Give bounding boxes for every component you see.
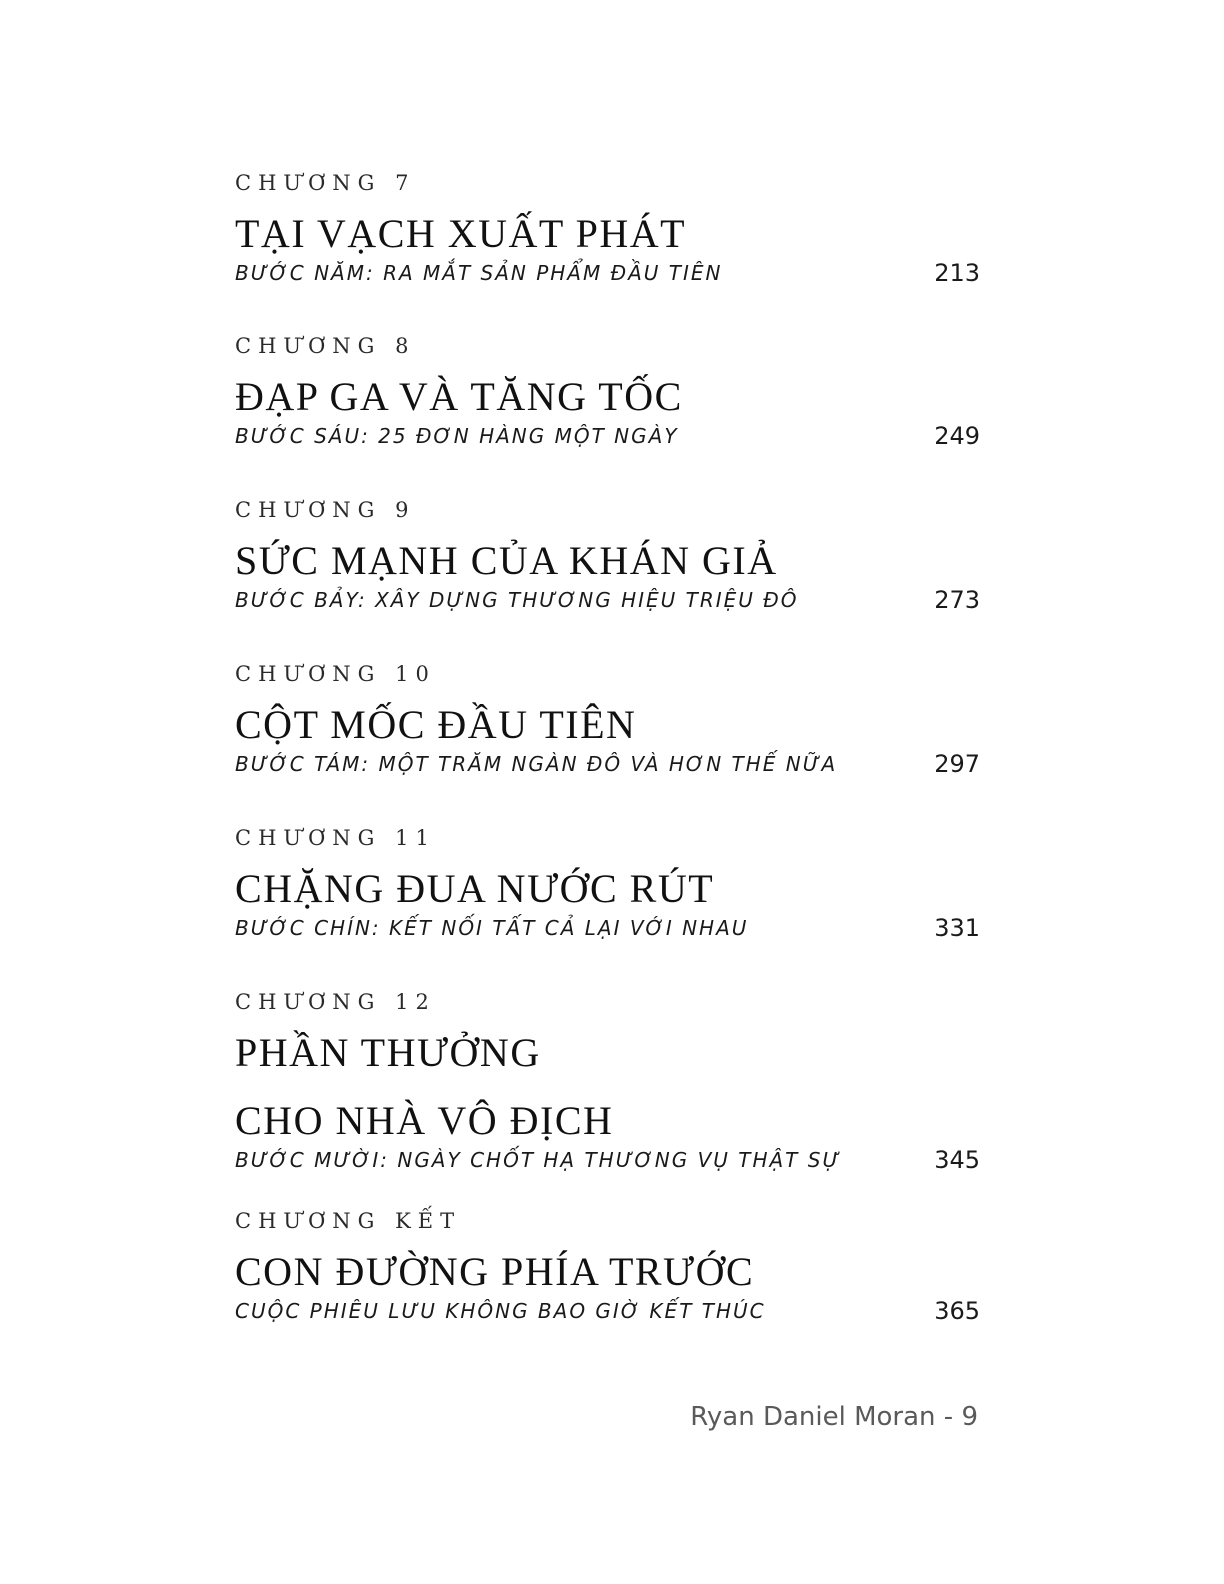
subtitle-row [235, 913, 980, 943]
toc-entry-epilogue [235, 1211, 980, 1326]
chapter-title-line: SỨC MẠNH CỦA KHÁN GIẢ [235, 538, 778, 583]
chapter-label: CHƯƠNG 9 [235, 498, 416, 522]
page-number: 249 [934, 422, 980, 450]
subtitle-row [235, 585, 980, 615]
chapter-subtitle: BƯỚC NĂM: RA MẮT SẢN PHẨM ĐẦU TIÊN [235, 261, 723, 285]
chapter-title-line: CỘT MỐC ĐẦU TIÊN [235, 702, 637, 747]
chapter-title-line: CHO NHÀ VÔ ĐỊCH [235, 1098, 614, 1143]
toc-entry-chapter-7 [235, 173, 980, 288]
chapter-label: CHƯƠNG KẾT [235, 1209, 462, 1233]
page-number: 297 [934, 750, 980, 778]
chapter-title-line: CON ĐƯỜNG PHÍA TRƯỚC [235, 1249, 755, 1294]
chapter-label: CHƯƠNG 12 [235, 990, 436, 1014]
toc-entry-chapter-10 [235, 664, 980, 779]
subtitle-row [235, 421, 980, 451]
chapter-label: CHƯƠNG 11 [235, 826, 436, 850]
chapter-subtitle: BƯỚC BẢY: XÂY DỰNG THƯƠNG HIỆU TRIỆU ĐÔ [235, 588, 799, 612]
chapter-label: CHƯƠNG 7 [235, 171, 416, 195]
chapter-title-line: ĐẠP GA VÀ TĂNG TỐC [235, 374, 683, 419]
subtitle-row [235, 258, 980, 288]
chapter-label: CHƯƠNG 8 [235, 334, 416, 358]
chapter-label: CHƯƠNG 10 [235, 662, 436, 686]
chapter-subtitle: BƯỚC SÁU: 25 ĐƠN HÀNG MỘT NGÀY [235, 424, 679, 448]
page-number: 213 [934, 259, 980, 287]
page-number: 365 [934, 1297, 980, 1325]
toc-entry-chapter-12 [235, 992, 980, 1175]
page-footer: Ryan Daniel Moran - 9 [690, 1402, 978, 1432]
page-number: 331 [934, 914, 980, 942]
subtitle-row [235, 1296, 980, 1326]
chapter-title-line: CHẶNG ĐUA NƯỚC RÚT [235, 866, 715, 911]
chapter-title-line: PHẦN THƯỞNG [235, 1030, 541, 1075]
page-number: 273 [934, 586, 980, 614]
subtitle-row [235, 749, 980, 779]
toc-entry-chapter-9 [235, 500, 980, 615]
chapter-title-line: TẠI VẠCH XUẤT PHÁT [235, 211, 687, 256]
subtitle-row [235, 1145, 980, 1175]
chapter-subtitle: CUỘC PHIÊU LƯU KHÔNG BAO GIỜ KẾT THÚC [235, 1299, 766, 1323]
toc-entry-chapter-11 [235, 828, 980, 943]
chapter-subtitle: BƯỚC CHÍN: KẾT NỐI TẤT CẢ LẠI VỚI NHAU [235, 916, 749, 940]
chapter-title [235, 1019, 980, 1155]
chapter-subtitle: BƯỚC TÁM: MỘT TRĂM NGÀN ĐÔ VÀ HƠN THẾ NỮA [235, 752, 838, 776]
toc-entry-chapter-8 [235, 336, 980, 451]
page-number: 345 [934, 1146, 980, 1174]
chapter-subtitle: BƯỚC MƯỜI: NGÀY CHỐT HẠ THƯƠNG VỤ THẬT SỰ [235, 1148, 842, 1172]
